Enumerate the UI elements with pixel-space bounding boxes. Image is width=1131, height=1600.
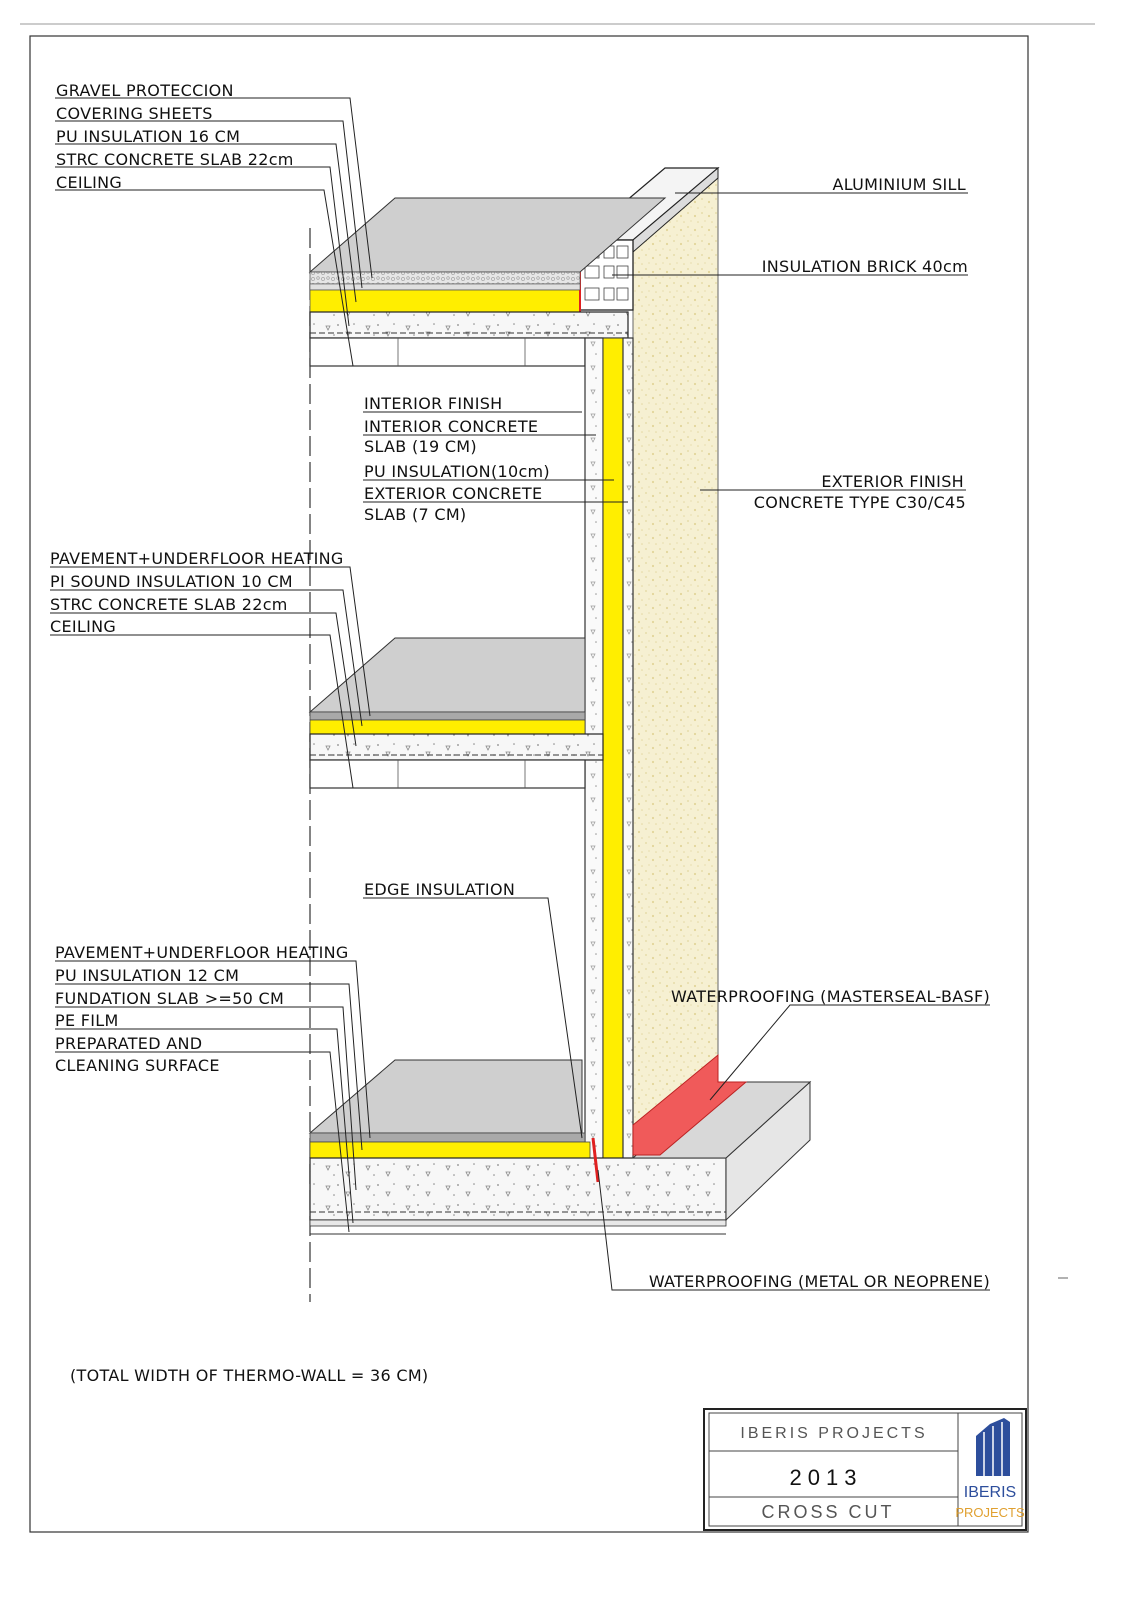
roof-label-pu-insulation: PU INSULATION 16 CM: [56, 127, 241, 146]
floor-label-slab: STRC CONCRETE SLAB 22cm: [50, 595, 288, 614]
floor-label-pavement: PAVEMENT+UNDERFLOOR HEATING: [50, 549, 344, 568]
ground-label-pavement: PAVEMENT+UNDERFLOOR HEATING: [55, 943, 349, 962]
ground-label-cleaning: CLEANING SURFACE: [55, 1056, 220, 1075]
roof-label-slab: STRC CONCRETE SLAB 22cm: [56, 150, 294, 169]
floor-label-ceiling: CEILING: [50, 617, 117, 636]
label-aluminium-sill: ALUMINIUM SILL: [832, 175, 966, 194]
middle-floor-section: [310, 638, 603, 788]
logo-text: IBERIS: [963, 1484, 1017, 1501]
ground-label-pe-film: PE FILM: [55, 1011, 119, 1030]
wall-label-exterior-concrete: EXTERIOR CONCRETE: [364, 484, 543, 503]
wall-label-slab-19: SLAB (19 CM): [364, 437, 477, 456]
note-total-width: (TOTAL WIDTH OF THERMO-WALL = 36 CM): [70, 1366, 429, 1385]
label-concrete-type: CONCRETE TYPE C30/C45: [753, 493, 966, 512]
title-block-drawing: CROSS CUT: [761, 1502, 895, 1522]
wall-label-pu-insulation: PU INSULATION(10cm): [364, 462, 550, 481]
label-waterproofing-masterseal: WATERPROOFING (MASTERSEAL-BASF): [671, 987, 990, 1006]
logo-subtext: PROJECTS: [955, 1505, 1025, 1520]
label-exterior-finish: EXTERIOR FINISH: [821, 472, 964, 491]
label-edge-insulation: EDGE INSULATION: [364, 880, 516, 899]
label-waterproofing-metal: WATERPROOFING (METAL OR NEOPRENE): [648, 1272, 990, 1291]
title-block-company: IBERIS PROJECTS: [740, 1425, 928, 1442]
title-block: [704, 1409, 1026, 1530]
roof-label-covering: COVERING SHEETS: [56, 104, 213, 123]
wall-label-interior-concrete: INTERIOR CONCRETE: [364, 417, 539, 436]
exterior-finish-wall: [633, 178, 718, 1160]
wall-label-slab-7: SLAB (7 CM): [364, 505, 467, 524]
ground-label-preparated: PREPARATED AND: [55, 1034, 203, 1053]
ground-label-fundation: FUNDATION SLAB >=50 CM: [55, 989, 285, 1008]
ground-label-pu-insulation: PU INSULATION 12 CM: [55, 966, 240, 985]
label-insulation-brick: INSULATION BRICK 40cm: [761, 257, 968, 276]
roof-label-ceiling: CEILING: [56, 173, 123, 192]
floor-label-sound-insulation: PI SOUND INSULATION 10 CM: [50, 572, 293, 591]
wall-label-interior-finish: INTERIOR FINISH: [364, 394, 503, 413]
roof-label-gravel: GRAVEL PROTECCION: [56, 81, 234, 100]
title-block-year: 2013: [789, 1465, 863, 1490]
